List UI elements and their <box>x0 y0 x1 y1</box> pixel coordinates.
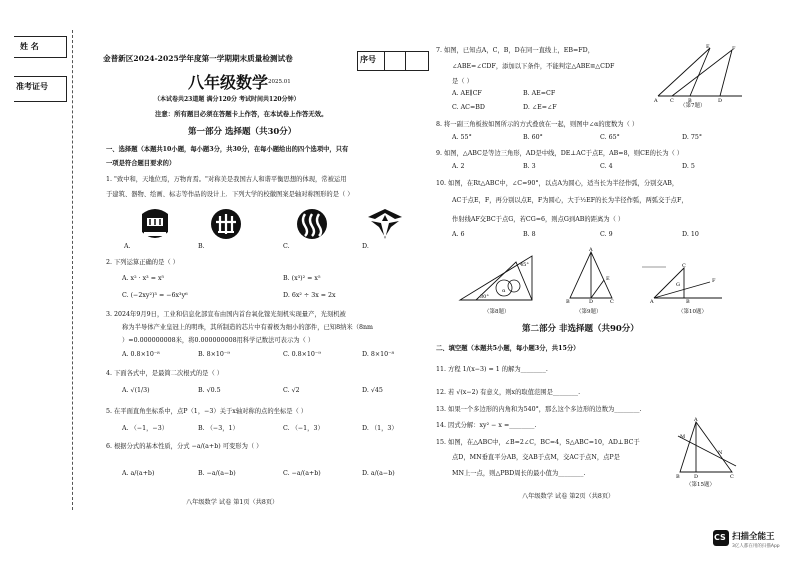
q4-option-c: C. √2 <box>283 387 300 394</box>
q10-figure-caption: （第10题） <box>678 309 707 315</box>
svg-text:N: N <box>718 450 723 456</box>
q6-option-a: A. a/(a+b) <box>122 470 155 477</box>
q9-figure-caption: （第9题） <box>576 309 602 315</box>
camscanner-title: 扫描全能王 <box>732 532 775 542</box>
svg-text:E: E <box>706 44 710 50</box>
q10-line1: 10. 如图，在Rt△ABC中，∠C=90°，以点A为圆心，适当长为半径作弧，分别交AB， <box>436 180 679 187</box>
q7-option-d: D. ∠E=∠F <box>523 104 557 111</box>
q1-option-c-label: C. <box>283 243 290 250</box>
svg-text:D: D <box>694 474 699 480</box>
q7-figure <box>650 44 750 104</box>
binding-strip <box>0 30 70 120</box>
q7-option-b: B. AE=CF <box>523 90 556 97</box>
q9-stem: 9. 如图，△ABC是等边三角形，AD是中线，DE⊥AC于点E，AB=8，则CE的长为（ ） <box>436 150 684 157</box>
q15-line3: MN上一点，则△PBD周长的最小值为________. <box>452 470 586 477</box>
svg-text:B: B <box>676 474 680 480</box>
part2-instructions: 二、填空题（本题共5小题，每小题3分，共15分） <box>436 345 580 352</box>
q3-option-d: D. 8×10⁻⁸ <box>362 351 394 358</box>
q8-option-d: D. 75° <box>682 134 702 141</box>
q8-figure <box>456 252 536 304</box>
q4-option-d: D. √45 <box>362 387 383 394</box>
svg-text:C: C <box>610 299 614 305</box>
q3-line2: 称为半导体产业皇冠上的明珠，其所制造的芯片中有着极为细小的部件，已知8纳米（8nm <box>122 324 374 331</box>
svg-text:45°: 45° <box>520 262 529 268</box>
svg-text:M: M <box>680 434 686 440</box>
svg-text:B: B <box>688 98 692 104</box>
q3-option-a: A. 0.8×10⁻⁸ <box>122 351 160 358</box>
q1-option-b-label: B. <box>198 243 205 250</box>
q8-figure-caption: （第8题） <box>484 309 510 315</box>
svg-text:C: C <box>670 98 674 104</box>
q10-option-a: A. 6 <box>452 231 465 238</box>
q2-option-a: A. x² · x³ = x⁵ <box>122 275 165 282</box>
exam-notice: 注意：所有题目必须在答题卡上作答，在本试卷上作答无效。 <box>155 110 328 118</box>
emblem-c-icon <box>296 208 328 240</box>
q12-text: 12. 若 √(x−2) 有意义，则x的取值范围是________. <box>436 389 581 396</box>
q5-option-c: C. （−1，3） <box>283 425 324 432</box>
part1-instructions-cont: 一项是符合题目要求的） <box>106 160 176 167</box>
q1-line2: 于建筑、器物、绘画、标志等作品的设计上．下列大学的校徽图案是轴对称图形的是（ ） <box>106 191 354 198</box>
seq-label: 序号 <box>360 54 376 64</box>
q14-text: 14. 因式分解：xy² − x =________. <box>436 422 537 429</box>
q13-text: 13. 如果一个多边形的内角和为540°，那么这个多边形的边数为________. <box>436 406 642 413</box>
q4-stem: 4. 下面各式中，是最简二次根式的是（ ） <box>106 370 224 377</box>
svg-text:F: F <box>732 46 736 52</box>
q15-figure <box>676 418 740 480</box>
emblem-d-icon <box>367 207 403 241</box>
q7-option-c: C. AC=BD <box>452 104 485 111</box>
q8-option-a: A. 55° <box>452 134 472 141</box>
q2-option-c: C. (−2xy²)³ = −6x³y⁶ <box>122 292 188 299</box>
svg-text:30°: 30° <box>480 294 489 300</box>
q7-line2: ∠ABE=∠CDF，添加以下条件，不能判定△ABE≌△CDF <box>452 63 615 70</box>
svg-text:C: C <box>682 263 686 269</box>
svg-text:G: G <box>676 282 680 288</box>
q8-stem: 8. 将一副三角板按如图所示的方式叠放在一起，则图中∠α的度数为（ ） <box>436 121 639 128</box>
q10-option-b: B. 8 <box>523 231 536 238</box>
svg-text:A: A <box>654 98 658 104</box>
q1-line1: 1. "致中和，天地位焉，万物育焉。"对称美是我国古人和谐平衡思想的体现，常被运用 <box>106 176 347 183</box>
svg-text:A: A <box>650 299 654 305</box>
binding-dashed-line <box>72 30 73 510</box>
part2-title: 第二部分 非选择题（共90分） <box>522 324 639 334</box>
exam-id-label: 准考证号 <box>16 81 48 91</box>
q2-stem: 2. 下列运算正确的是（ ） <box>106 259 179 266</box>
emblem-a-icon <box>138 206 172 242</box>
q9-option-d: D. 5 <box>682 163 695 170</box>
q10-line3: 作射线AF交BC于点G，若CG=6，则点G到AB的距离为（ ） <box>452 216 625 223</box>
footer-right: 八年级数学 试卷 第2页（共8页） <box>522 493 615 500</box>
q7-line3: 是（ ） <box>452 78 473 85</box>
q7-option-a: A. AE∥CF <box>452 90 482 97</box>
svg-text:α: α <box>502 288 506 294</box>
q9-figure <box>566 248 616 304</box>
q6-option-d: D. a/(a−b) <box>362 470 395 477</box>
svg-text:A: A <box>694 417 698 423</box>
q5-stem: 5. 在平面直角坐标系中，点P（1，−3）关于x轴对称的点的坐标是（ ） <box>106 408 308 415</box>
footer-left: 八年级数学 试卷 第1页（共8页） <box>186 499 279 506</box>
q2-option-b: B. (x³)² = x⁵ <box>283 275 321 282</box>
q9-option-c: C. 4 <box>600 163 613 170</box>
name-label: 姓 名 <box>20 41 39 51</box>
exam-title: 金普新区2024-2025学年度第一学期期末质量检测试卷 <box>103 54 293 63</box>
part1-instructions: 一、选择题（本题共10小题，每小题3分，共30分，在每小题给出的四个选项中，只有 <box>106 146 349 153</box>
q8-option-c: C. 65° <box>600 134 620 141</box>
camscanner-badge <box>713 530 729 546</box>
subject-title: 八年级数学 <box>188 73 269 92</box>
q10-option-d: D. 10 <box>682 231 699 238</box>
emblem-b-icon <box>210 208 242 240</box>
svg-text:D: D <box>718 98 723 104</box>
q6-stem: 6. 根据分式的基本性质，分式 −a/(a+b) 可变形为（ ） <box>106 443 263 450</box>
q5-option-a: A. （−1，−3） <box>122 425 169 432</box>
exam-info: （本试卷共23道题 满分120分 考试时间共120分钟） <box>154 96 300 103</box>
part1-title: 第一部分 选择题（共30分） <box>188 127 297 137</box>
svg-text:F: F <box>712 278 716 284</box>
seq-box <box>357 51 429 71</box>
q2-option-d: D. 6x² ÷ 3x = 2x <box>283 292 336 299</box>
q4-option-a: A. √(1/3) <box>122 387 150 394</box>
q8-option-b: B. 60° <box>523 134 543 141</box>
q15-line2: 点D，MN垂直平分AB，交AB于点M，交AC于点N，点P是 <box>452 454 620 461</box>
camscanner-subtitle: 3亿人都在用的扫描App <box>732 544 780 549</box>
q15-line1: 15. 如图，在△ABC中，∠B=2∠C，BC=4，S△ABC=10，AD⊥BC于 <box>436 439 640 446</box>
q9-option-b: B. 3 <box>523 163 536 170</box>
q1-option-d-label: D. <box>362 243 369 250</box>
q6-option-b: B. −a/(a−b) <box>198 470 236 477</box>
q3-line3: ）=0.000000008米，将0.000000008用科学记数法可表示为（ ） <box>122 337 315 344</box>
q6-option-c: C. −a/(a+b) <box>283 470 321 477</box>
q1-option-a-label: A. <box>124 243 131 250</box>
q10-option-c: C. 9 <box>600 231 613 238</box>
q7-line1: 7. 如图，已知点A，C，B，D在同一直线上，EB=FD， <box>436 47 595 54</box>
exam-date: 2025.01 <box>268 79 291 85</box>
svg-text:D: D <box>589 299 594 305</box>
q15-figure-caption: （第15题） <box>686 482 715 488</box>
q11-text: 11. 方程 1/(x−3) = 1 的解为________. <box>436 366 548 373</box>
q3-line1: 3. 2024年9月9日，工业和信息化部宣布由国内首台氧化镓光刻机实现量产，光刻机被 <box>106 311 346 318</box>
svg-text:A: A <box>589 247 593 253</box>
q7-figure-caption: （第7题） <box>680 103 706 109</box>
q9-option-a: A. 2 <box>452 163 465 170</box>
q5-option-d: D. （1，3） <box>362 425 398 432</box>
q3-option-b: B. 8×10⁻⁹ <box>198 351 230 358</box>
q3-option-c: C. 0.8×10⁻⁹ <box>283 351 321 358</box>
q10-figure <box>650 262 726 304</box>
q4-option-b: B. √0.5 <box>198 387 221 394</box>
svg-text:B: B <box>686 299 690 305</box>
q10-line2: AC于点E，F，再分别以点E，F为圆心，大于½EF的长为半径作弧，两弧交于点F， <box>452 197 688 204</box>
svg-text:E: E <box>606 276 610 282</box>
q5-option-b: B. （−3，1） <box>198 425 239 432</box>
svg-text:C: C <box>730 474 734 480</box>
camscanner-logo-icon: CS <box>714 533 726 542</box>
svg-text:B: B <box>566 299 570 305</box>
